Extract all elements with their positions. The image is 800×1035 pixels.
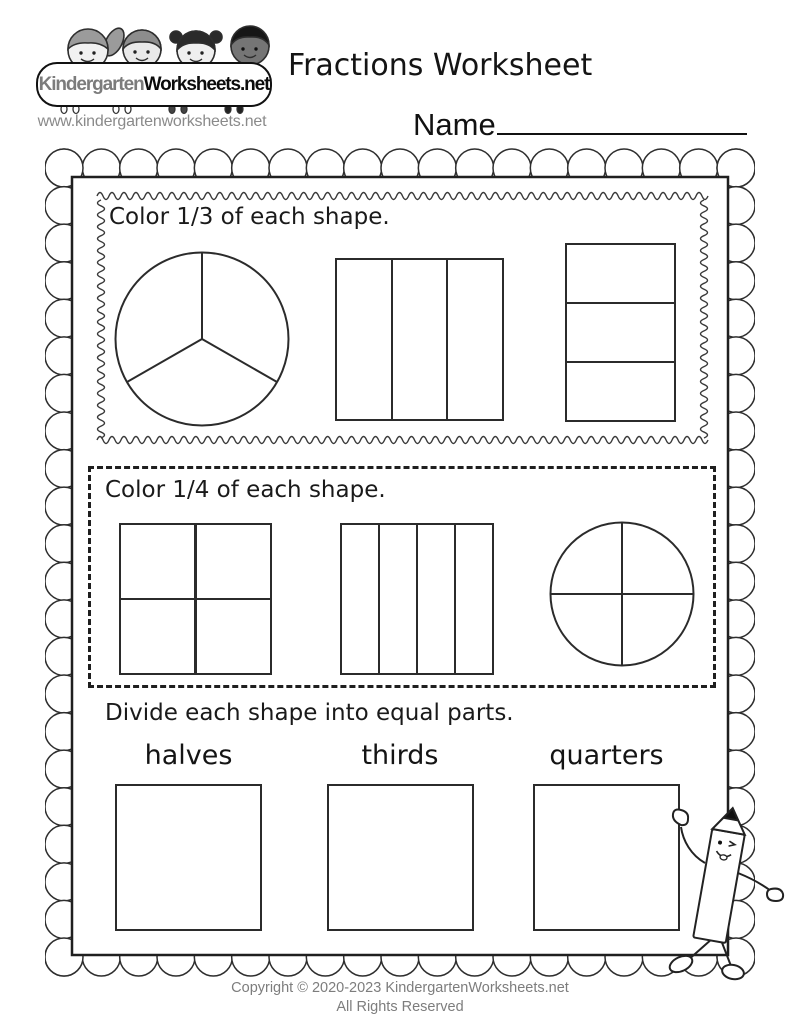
empty-square-thirds: [327, 784, 474, 931]
pencil-character: [653, 803, 793, 988]
divide-heading: Divide each shape into equal parts.: [105, 700, 514, 726]
instruction-text: Color 1/3 of each shape.: [109, 204, 390, 230]
name-label: Name: [413, 107, 496, 142]
shape-rect-3-columns: [335, 258, 504, 421]
empty-square-halves: [115, 784, 262, 931]
section-color-thirds: [95, 190, 710, 446]
shape-rect-4-columns: [340, 523, 494, 675]
brand-text-black: Worksheets.net: [143, 73, 270, 95]
shape-circle-quadrants: [548, 520, 696, 668]
worksheet-frame: [45, 148, 755, 993]
brand-text-gray: Kindergarten: [38, 73, 144, 95]
instruction-text: Color 1/4 of each shape.: [105, 477, 386, 503]
page-title: Fractions Worksheet: [288, 48, 593, 83]
shape-circle-thirds: [113, 250, 291, 428]
shape-square-quadrants: [119, 523, 272, 675]
website-text: www.kindergartenworksheets.net: [37, 113, 267, 130]
footer-copyright: Copyright © 2020-2023 KindergartenWorksheets.net: [231, 980, 569, 996]
name-underline: [497, 103, 747, 135]
label-thirds: thirds: [361, 740, 439, 771]
shape-rect-3-rows: [565, 243, 676, 422]
logo-bar: [36, 62, 272, 107]
footer-rights: All Rights Reserved: [336, 999, 464, 1015]
label-quarters: quarters: [549, 740, 664, 771]
name-row: [413, 103, 747, 143]
section-color-quarters: [88, 466, 716, 688]
label-halves: halves: [144, 740, 233, 771]
